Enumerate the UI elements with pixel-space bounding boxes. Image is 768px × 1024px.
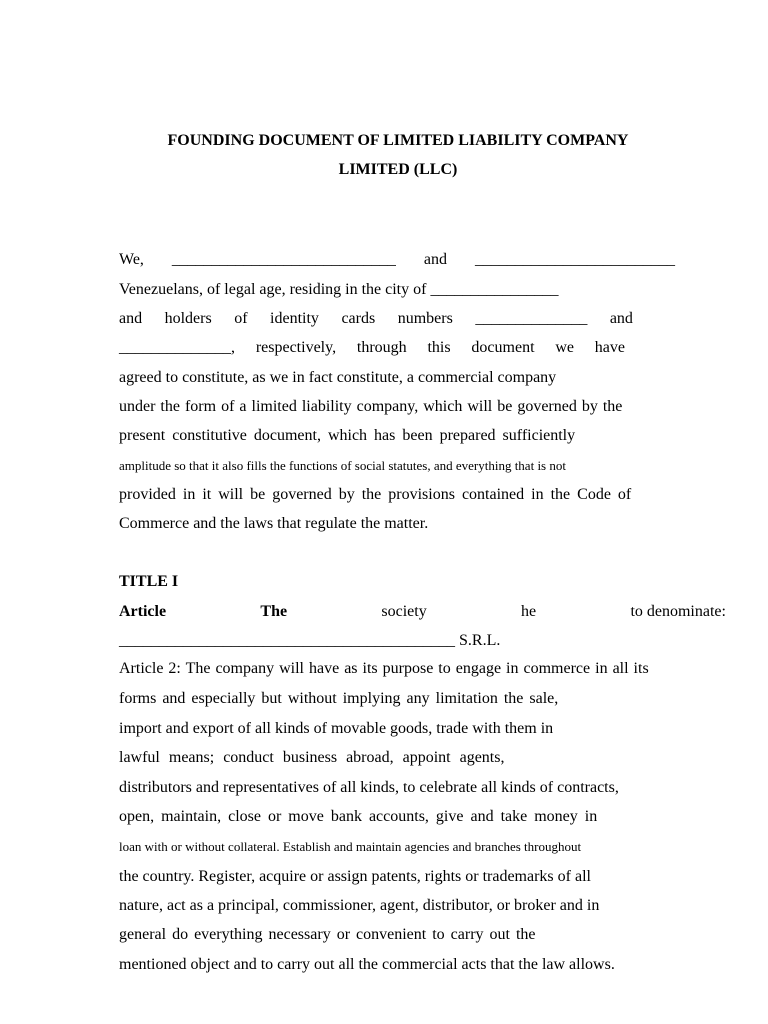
word: of xyxy=(234,310,248,327)
intro-line-1 xyxy=(119,250,675,270)
word: this xyxy=(427,339,451,356)
word: holders xyxy=(164,310,212,327)
article-1-line-1 xyxy=(119,602,726,622)
intro-line-7: present constitutive document, which has been prepared sufficiently xyxy=(119,427,576,444)
blank-founder-name-2: _________________________ xyxy=(474,251,675,268)
intro-and: and xyxy=(423,251,447,268)
document-title-line1: FOUNDING DOCUMENT OF LIMITED LIABILITY COMPANY xyxy=(167,132,629,149)
word: and xyxy=(609,310,633,327)
article-2-line-3: import and export of all kinds of movable goods, trade with them in xyxy=(119,720,554,737)
intro-line-3 xyxy=(119,309,633,329)
article-2-line-10: general do everything necessary or convenient to carry out the xyxy=(119,926,536,943)
article-2-line-5: distributors and representatives of all kinds, to celebrate all kinds of contracts, xyxy=(119,779,619,796)
article-1-label: Article xyxy=(119,603,167,620)
word: through xyxy=(356,339,407,356)
word: and xyxy=(119,310,143,327)
document-title-line2: LIMITED (LLC) xyxy=(338,161,458,178)
intro-we: We, xyxy=(119,251,144,268)
word: to denominate: xyxy=(630,603,726,620)
word: The xyxy=(260,603,288,620)
article-2-line-1: Article 2: The company will have as its purpose to engage in commerce in all its xyxy=(119,660,649,677)
article-2-line-9: nature, act as a principal, commissioner, agent, distributor, or broker and in xyxy=(119,897,600,914)
title-i-heading: TITLE I xyxy=(119,573,179,590)
intro-line-6: under the form of a limited liability company, which will be governed by the xyxy=(119,398,623,415)
intro-line-4 xyxy=(119,338,625,358)
blank-id-number-1: ______________ xyxy=(475,310,588,327)
word: numbers xyxy=(397,310,453,327)
blank-id-number-2: ______________, xyxy=(119,339,235,356)
article-2-line-2: forms and especially but without implying any limitation the sale, xyxy=(119,690,559,707)
article-2-line-7: loan with or without collateral. Establish and maintain agencies and branches throughout xyxy=(119,839,582,854)
word: society xyxy=(381,603,427,620)
word: have xyxy=(594,339,625,356)
intro-line-9: provided in it will be governed by the provisions contained in the Code of xyxy=(119,486,632,503)
word: respectively, xyxy=(255,339,337,356)
word: we xyxy=(555,339,574,356)
blank-founder-name-1: ____________________________ xyxy=(171,251,396,268)
word: identity xyxy=(270,310,319,327)
article-2-line-11: mentioned object and to carry out all the commercial acts that the law allows. xyxy=(119,956,615,973)
article-2-line-4: lawful means; conduct business abroad, appoint agents, xyxy=(119,749,505,766)
intro-line-10: Commerce and the laws that regulate the matter. xyxy=(119,515,429,532)
article-2-line-6: open, maintain, close or move bank accounts, give and take money in xyxy=(119,808,598,825)
intro-line-2: Venezuelans, of legal age, residing in the city of ________________ xyxy=(119,281,559,298)
article-2-line-8: the country. Register, acquire or assign patents, rights or trademarks of all xyxy=(119,868,591,885)
intro-line-8: amplitude so that it also fills the functions of social statutes, and everything that is not xyxy=(119,458,566,473)
word: cards xyxy=(341,310,376,327)
intro-line-5: agreed to constitute, as we in fact constitute, a commercial company xyxy=(119,369,557,386)
blank-company-name: __________________________________________ S.R.L. xyxy=(119,632,501,649)
word: document xyxy=(471,339,535,356)
word: he xyxy=(521,603,537,620)
